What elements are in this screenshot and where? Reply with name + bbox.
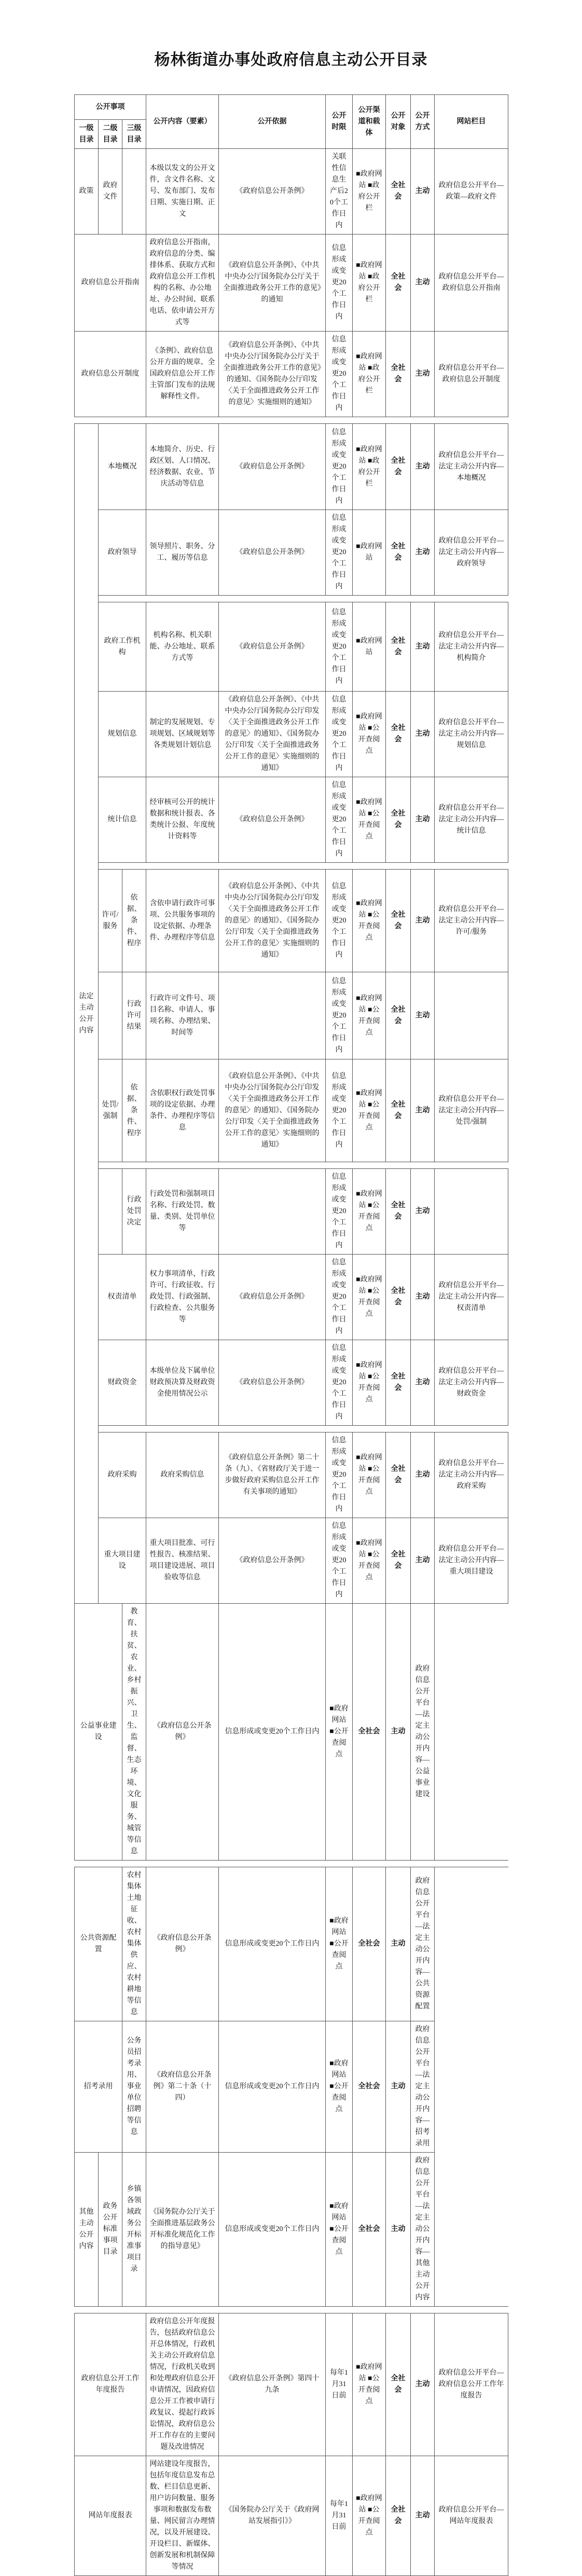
cell-url: 政府信息公开平台—法定主动公开内容—规划信息	[435, 692, 508, 777]
cell-l1: 网站年度报表	[75, 2456, 146, 2576]
cell-subject: ■政府网站 ■公开查阅点	[326, 2021, 353, 2153]
cell-url: 政府信息公开平台—网站年度报表	[435, 2456, 508, 2576]
cell-content: 经审核可公开的统计数据和统计报表、各类统计公报、年度统计资料等	[146, 777, 219, 863]
cell-time: 信息形成或变更20个工作日内	[326, 692, 353, 777]
cell-subject: ■政府网站 ■公开查阅点	[353, 692, 386, 777]
cell-url: 政府信息公开平台—政策—政府文件	[435, 149, 508, 235]
cell-l3	[122, 149, 146, 235]
table-row	[75, 1059, 508, 1162]
header-item: 公开事项	[75, 95, 146, 120]
cell-basis: 《政府信息公开条例》	[219, 149, 326, 235]
cell-basis: 《政府信息公开条例》第四十九条	[219, 2313, 326, 2456]
section-separator	[75, 1861, 508, 1867]
cell-l1: 政府信息公开指南	[75, 235, 146, 332]
page-title: 杨林街道办事处政府信息主动公开目录	[154, 51, 428, 68]
header-url: 网站栏目	[435, 95, 508, 149]
section-separator	[75, 1162, 508, 1169]
cell-basis	[219, 972, 326, 1059]
cell-method: 主动	[411, 777, 435, 863]
cell-url: 政府信息公开平台—法定主动公开内容—处罚/强制	[435, 1059, 508, 1162]
header-l1: 一级目录	[75, 120, 99, 149]
cell-content: 公务员招考录用、事业单位招聘等信息	[122, 2021, 146, 2153]
cell-basis: 《政府信息公开条例》第二十条（九）、《省财政厅关于进一步做好政府采购信息公开工作有关事项的通知》	[219, 1432, 326, 1518]
cell-content: 含依申请行政许可事项、公共服务事项的设定依据、办理条件、办理程序等信息	[146, 870, 219, 972]
cell-time: 信息形成或变更20个工作日内	[326, 1432, 353, 1518]
cell-url: 政府信息公开平台—法定主动公开内容—公共资源配置	[411, 1867, 435, 2021]
cell-basis: 《政府信息公开条例》	[219, 777, 326, 863]
cell-subject: ■政府网站 ■政府公开栏	[353, 332, 386, 417]
cell-l2: 其他主动公开内容	[75, 2153, 99, 2307]
cell-url: 政府信息公开平台—法定主动公开内容—招考录用	[411, 2021, 435, 2153]
cell-url: 政府信息公开平台—法定主动公开内容—机构简介	[435, 602, 508, 692]
cell-content: 重大项目批准、可行性报告、核准结果、项目建设进展、项目验收等信息	[146, 1518, 219, 1604]
cell-target: 全社会	[386, 1255, 411, 1340]
cell-time: 信息形成或变更20个工作日内	[326, 424, 353, 510]
cell-l1: 政府信息公开工作年度报告	[75, 2313, 146, 2456]
table-row	[75, 972, 508, 1059]
cell-basis: 《政府信息公开条例》、《中共中央办公厅国务院办公厅印发〈关于全面推进政务公开工作的意见〉的通知》、《国务院办公厅印发〈关于全面推进政务公开工作的意见〉实施细则的通知》	[219, 870, 326, 972]
cell-url: 政府信息公开平台—法定主动公开内容—政府采购	[435, 1432, 508, 1518]
cell-target: 全社会	[353, 1604, 386, 1861]
header-content: 公开内容（要素）	[146, 95, 219, 149]
cell-time: 信息形成或变更20个工作日内	[219, 2021, 326, 2153]
table-row	[75, 870, 508, 972]
cell-url: 政府信息公开平台—法定主动公开内容—本地概况	[435, 424, 508, 510]
cell-method: 主动	[411, 332, 435, 417]
cell-content: 制定的发展规划、专项规划、区域规划等各类规划计划信息	[146, 692, 219, 777]
section-separator	[75, 417, 508, 424]
cell-l3: 依据、条件、程序	[122, 1059, 146, 1162]
cell-time: 信息形成或变更20个工作日内	[326, 510, 353, 596]
cell-basis: 《政府信息公开条例》	[219, 602, 326, 692]
table-row	[75, 1255, 508, 1340]
cell-content: 农村集体土地征收、农村集体供应、农村耕地等信息	[122, 1867, 146, 2021]
cell-l3: 政务公开标准事项目录	[99, 2153, 122, 2307]
table-row	[75, 1604, 508, 1861]
cell-content: 本级以发文的公开文件，含文件名称、文号、发布部门、发布日期、实施日期、正文	[146, 149, 219, 235]
cell-content: 行政处罚和强制项目名称、行政处罚、数量、类别、处罚单位等	[146, 1169, 219, 1255]
cell-l2: 权责清单	[99, 1255, 146, 1340]
cell-l3: 依据、条件、程序	[122, 870, 146, 972]
cell-l2: 招考录用	[75, 2021, 122, 2153]
cell-time: 每年1月31日前	[326, 2313, 353, 2456]
cell-subject: ■政府网站 ■公开查阅点	[353, 972, 386, 1059]
cell-basis: 《国务院办公厅关于全面推进基层政务公开标准化规范化工作的指导意见》	[146, 2153, 219, 2307]
table-row	[75, 692, 508, 777]
cell-subject: ■政府网站 ■公开查阅点	[353, 1518, 386, 1604]
cell-method: 主动	[411, 1255, 435, 1340]
table-row	[75, 2456, 508, 2576]
table-row	[75, 1169, 508, 1255]
cell-subject: ■政府网站 ■政府公开栏	[353, 149, 386, 235]
cell-method: 主动	[411, 692, 435, 777]
table-row	[75, 602, 508, 692]
cell-target: 全社会	[386, 1169, 411, 1255]
cell-target: 全社会	[386, 510, 411, 596]
cell-target: 全社会	[353, 2021, 386, 2153]
separator-cell	[75, 417, 508, 424]
cell-basis: 《政府信息公开条例》、《中共中央办公厅国务院办公厅印发〈关于全面推进政务公开工作的意见〉的通知》、《国务院办公厅印发〈关于全面推进政务公开工作的意见〉实施细则的通知》	[219, 692, 326, 777]
cell-l3: 行政处罚决定	[122, 1169, 146, 1255]
header-time: 公开时限	[326, 95, 353, 149]
cell-content: 教育、扶贫、农业、乡村振兴、卫生、监督、生态环境、文化服务、城管等信息	[122, 1604, 146, 1861]
cell-method: 主动	[411, 1169, 435, 1255]
table-row	[75, 332, 508, 417]
cell-content: 行政许可文件号、项目名称、申请人、事项名称、办理结果、时间等	[146, 972, 219, 1059]
cell-time: 信息形成或变更20个工作日内	[326, 1340, 353, 1426]
cell-basis: 《政府信息公开条例》第二十条（十四）	[146, 2021, 219, 2153]
cell-target: 全社会	[386, 149, 411, 235]
separator-cell	[99, 863, 508, 870]
cell-subject: ■政府网站 ■公开查阅点	[353, 2456, 386, 2576]
cell-l2: 规划信息	[99, 692, 146, 777]
cell-method: 主动	[411, 1432, 435, 1518]
cell-subject: ■政府网站 ■公开查阅点	[353, 870, 386, 972]
section-separator	[75, 2307, 508, 2313]
cell-method: 主动	[411, 1059, 435, 1162]
cell-time: 信息形成或变更20个工作日内	[326, 972, 353, 1059]
cell-subject: ■政府网站 ■公开查阅点	[353, 777, 386, 863]
cell-content: 《条例》、政府信息公开方面的规章、全国政府信息公开工作主管部门发布的法规解释性文件。	[146, 332, 219, 417]
cell-target: 全社会	[386, 870, 411, 972]
cell-content: 本级单位及下属单位财政预决算及财政资金使用情况公示	[146, 1340, 219, 1426]
cell-basis: 《政府信息公开条例》、《中共中央办公厅国务院办公厅关于全面推进政务公开工作的意见》的通知、《国务院办公厅印发〈关于全面推进政务公开工作的意见〉实施细则的通知》	[219, 332, 326, 417]
cell-basis: 《政府信息公开条例》	[146, 1867, 219, 2021]
cell-content: 权力事项清单，行政许可、行政征收、行政处罚、行政强制、行政检查、公共服务等	[146, 1255, 219, 1340]
cell-target: 全社会	[386, 235, 411, 332]
cell-basis: 《政府信息公开条例》、《中共中央办公厅国务院办公厅印发〈关于全面推进政务公开工作的意见〉的通知》、《国务院办公厅印发〈关于全面推进政务公开工作的意见〉实施细则的通知》	[219, 1059, 326, 1162]
cell-method: 主动	[411, 510, 435, 596]
separator-cell	[99, 1426, 508, 1432]
cell-method: 主动	[386, 1867, 411, 2021]
cell-time: 信息形成或变更20个工作日内	[326, 870, 353, 972]
cell-url: 政府信息公开平台—法定主动公开内容—权责清单	[435, 1255, 508, 1340]
header-subject: 公开渠道和载体	[353, 95, 386, 149]
cell-url: 政府信息公开平台—法定主动公开内容—公益事业建设	[411, 1604, 435, 1861]
cell-subject: ■政府网站 ■公开查阅点	[353, 1432, 386, 1518]
separator-cell	[75, 2307, 508, 2313]
cell-url	[435, 1169, 508, 1255]
cell-target: 全社会	[386, 602, 411, 692]
cell-time: 每年1月31日前	[326, 2456, 353, 2576]
cell-content: 政府信息公开年度报告，包括政府信息公开总体情况，行政机关主动公开政府信息情况，行政机关收到和处理政府信息公开申请情况，因政府信息公开工作被申请行政复议、提起行政诉讼情况，政府信息公开工作存在的主要问题及改进情况	[146, 2313, 219, 2456]
cell-basis: 《政府信息公开条例》、《中共中央办公厅国务院办公厅关于全面推进政务公开工作的意见》的通知	[219, 235, 326, 332]
cell-time: 信息形成或变更20个工作日内	[326, 1518, 353, 1604]
cell-method: 主动	[411, 1340, 435, 1426]
cell-method: 主动	[411, 2313, 435, 2456]
table-row	[75, 1867, 508, 2021]
table-row	[75, 1340, 508, 1426]
cell-l2: 政府工作机构	[99, 602, 146, 692]
table-row	[75, 424, 508, 510]
cell-content: 领导照片、职务、分工、履历等信息	[146, 510, 219, 596]
table-row	[75, 1432, 508, 1518]
cell-subject: ■政府网站 ■公开查阅点	[353, 1340, 386, 1426]
cell-l2: 政府领导	[99, 510, 146, 596]
cell-basis: 《政府信息公开条例》	[219, 510, 326, 596]
cell-method: 主动	[411, 2456, 435, 2576]
cell-url: 政府信息公开平台—法定主动公开内容—许可/服务	[435, 870, 508, 972]
header-method: 公开方式	[411, 95, 435, 149]
cell-time: 信息形成或变更20个工作日内	[219, 1604, 326, 1861]
cell-subject: ■政府网站 ■政府公开栏	[353, 424, 386, 510]
cell-time: 信息形成或变更20个工作日内	[219, 2153, 326, 2307]
cell-time: 信息形成或变更20个工作日内	[326, 1059, 353, 1162]
cell-content: 网站建设年度报告，包括年度信息发布总数、栏目信息更新、用户访问数量、服务事项和数据发布数量、网民留言办理情况，以及开展建设、开设栏目、新媒体、创新发展和机制保障等情况	[146, 2456, 219, 2576]
table-row	[75, 2021, 508, 2153]
cell-subject: ■政府网站 ■政府公开栏	[353, 235, 386, 332]
cell-subject: ■政府网站 ■公开查阅点	[326, 1604, 353, 1861]
cell-l2: 重大项目建设	[99, 1518, 146, 1604]
cell-l2: 政府采购	[99, 1432, 146, 1518]
table-row	[75, 1518, 508, 1604]
table-row	[75, 2313, 508, 2456]
cell-l2: 财政资金	[99, 1340, 146, 1426]
header-l3: 三级目录	[122, 120, 146, 149]
cell-url: 政府信息公开平台—法定主动公开内容—财政资金	[435, 1340, 508, 1426]
cell-time: 信息形成或变更20个工作日内	[326, 602, 353, 692]
cell-target: 全社会	[386, 332, 411, 417]
cell-subject: ■政府网站	[353, 602, 386, 692]
cell-subject: ■政府网站 ■公开查阅点	[353, 1059, 386, 1162]
cell-l2: 许可/服务	[99, 870, 122, 972]
cell-l1: 法定主动公开内容	[75, 424, 99, 1604]
cell-subject: ■政府网站 ■公开查阅点	[353, 1169, 386, 1255]
table-row	[75, 777, 508, 863]
table-row	[75, 2153, 508, 2307]
cell-subject: ■政府网站 ■公开查阅点	[326, 2153, 353, 2307]
cell-target: 全社会	[386, 424, 411, 510]
cell-basis: 《政府信息公开条例》	[219, 1518, 326, 1604]
cell-method: 主动	[386, 2021, 411, 2153]
cell-basis	[219, 1169, 326, 1255]
cell-target: 全社会	[386, 2456, 411, 2576]
cell-l2: 公共资源配置	[75, 1867, 122, 2021]
cell-l2: 政府文件	[99, 149, 122, 235]
separator-cell	[75, 1861, 508, 1867]
cell-basis: 《国务院办公厅关于《政府网站发展指引》》	[219, 2456, 326, 2576]
cell-l1: 政策	[75, 149, 99, 235]
cell-target: 全社会	[386, 1432, 411, 1518]
cell-l2	[99, 1169, 122, 1255]
cell-basis: 《政府信息公开条例》	[219, 1255, 326, 1340]
cell-url: 政府信息公开平台—政府信息公开指南	[435, 235, 508, 332]
cell-subject: ■政府网站	[353, 510, 386, 596]
cell-time: 信息形成或变更20个工作日内	[326, 1169, 353, 1255]
cell-method: 主动	[411, 149, 435, 235]
section-separator	[75, 863, 508, 870]
cell-content: 本地简介、历史、行政区划、人口情况、经济数据、农业、节庆活动等信息	[146, 424, 219, 510]
cell-time: 关联性信息生产后20个工作日内	[326, 149, 353, 235]
cell-subject: ■政府网站 ■公开查阅点	[326, 1867, 353, 2021]
cell-target: 全社会	[386, 1059, 411, 1162]
cell-l2	[99, 972, 122, 1059]
cell-content: 乡镇各领域政务公开标准事项目录	[122, 2153, 146, 2307]
cell-method: 主动	[411, 972, 435, 1059]
cell-subject: ■政府网站 ■公开查阅点	[353, 2313, 386, 2456]
cell-method: 主动	[386, 1604, 411, 1861]
separator-cell	[99, 1162, 508, 1169]
cell-method: 主动	[411, 870, 435, 972]
cell-target: 全社会	[386, 692, 411, 777]
cell-subject: ■政府网站 ■公开查阅点	[353, 1255, 386, 1340]
cell-time: 信息形成或变更20个工作日内	[326, 332, 353, 417]
header-l2: 二级目录	[99, 120, 122, 149]
cell-time: 信息形成或变更20个工作日内	[326, 1255, 353, 1340]
table-row	[75, 510, 508, 596]
cell-l3: 行政许可结果	[122, 972, 146, 1059]
cell-method: 主动	[411, 235, 435, 332]
cell-url: 政府信息公开平台—法定主动公开内容—政府领导	[435, 510, 508, 596]
catalog-table	[74, 94, 508, 2576]
cell-l2: 统计信息	[99, 777, 146, 863]
cell-target: 全社会	[386, 1340, 411, 1426]
cell-l1: 政府信息公开制度	[75, 332, 146, 417]
cell-time: 信息形成或变更20个工作日内	[219, 1867, 326, 2021]
cell-target: 全社会	[353, 2153, 386, 2307]
cell-content: 政府采购信息	[146, 1432, 219, 1518]
cell-l2: 公益事业建设	[75, 1604, 122, 1861]
cell-target: 全社会	[353, 1867, 386, 2021]
cell-method: 主动	[411, 424, 435, 510]
header-target: 公开对象	[386, 95, 411, 149]
cell-l2: 本地概况	[99, 424, 146, 510]
separator-cell	[99, 596, 508, 602]
cell-method: 主动	[411, 602, 435, 692]
cell-target: 全社会	[386, 2313, 411, 2456]
cell-basis: 《政府信息公开条例》	[146, 1604, 219, 1861]
cell-url: 政府信息公开平台—法定主动公开内容—统计信息	[435, 777, 508, 863]
cell-method: 主动	[411, 1518, 435, 1604]
cell-url: 政府信息公开平台—政府信息公开工作年度报告	[435, 2313, 508, 2456]
cell-method: 主动	[386, 2153, 411, 2307]
cell-url: 政府信息公开平台—法定主动公开内容—其他主动公开内容	[411, 2153, 435, 2307]
table-row	[75, 149, 508, 235]
cell-content: 机构名称、机关职能、办公地址、联系方式等	[146, 602, 219, 692]
cell-time: 信息形成或变更20个工作日内	[326, 777, 353, 863]
cell-target: 全社会	[386, 1518, 411, 1604]
cell-url: 政府信息公开平台—法定主动公开内容—重大项目建设	[435, 1518, 508, 1604]
cell-url: 政府信息公开平台—政府信息公开制度	[435, 332, 508, 417]
cell-content: 含依职权行政处罚事项的设定依据、办理条件、办理程序等信息	[146, 1059, 219, 1162]
table-row	[75, 235, 508, 332]
cell-basis: 《政府信息公开条例》	[219, 424, 326, 510]
cell-target: 全社会	[386, 972, 411, 1059]
cell-url	[435, 972, 508, 1059]
cell-target: 全社会	[386, 777, 411, 863]
section-separator	[75, 596, 508, 602]
cell-basis: 《政府信息公开条例》	[219, 1340, 326, 1426]
cell-l2: 处罚/强制	[99, 1059, 122, 1162]
header-basis: 公开依据	[219, 95, 326, 149]
section-separator	[75, 1426, 508, 1432]
cell-time: 信息形成或变更20个工作日内	[326, 235, 353, 332]
cell-content: 政府信息公开指南，政府信息的分类、编排体系、获取方式和政府信息公开工作机构的名称、办公地址、办公时间、联系电话、依申请公开方式等	[146, 235, 219, 332]
